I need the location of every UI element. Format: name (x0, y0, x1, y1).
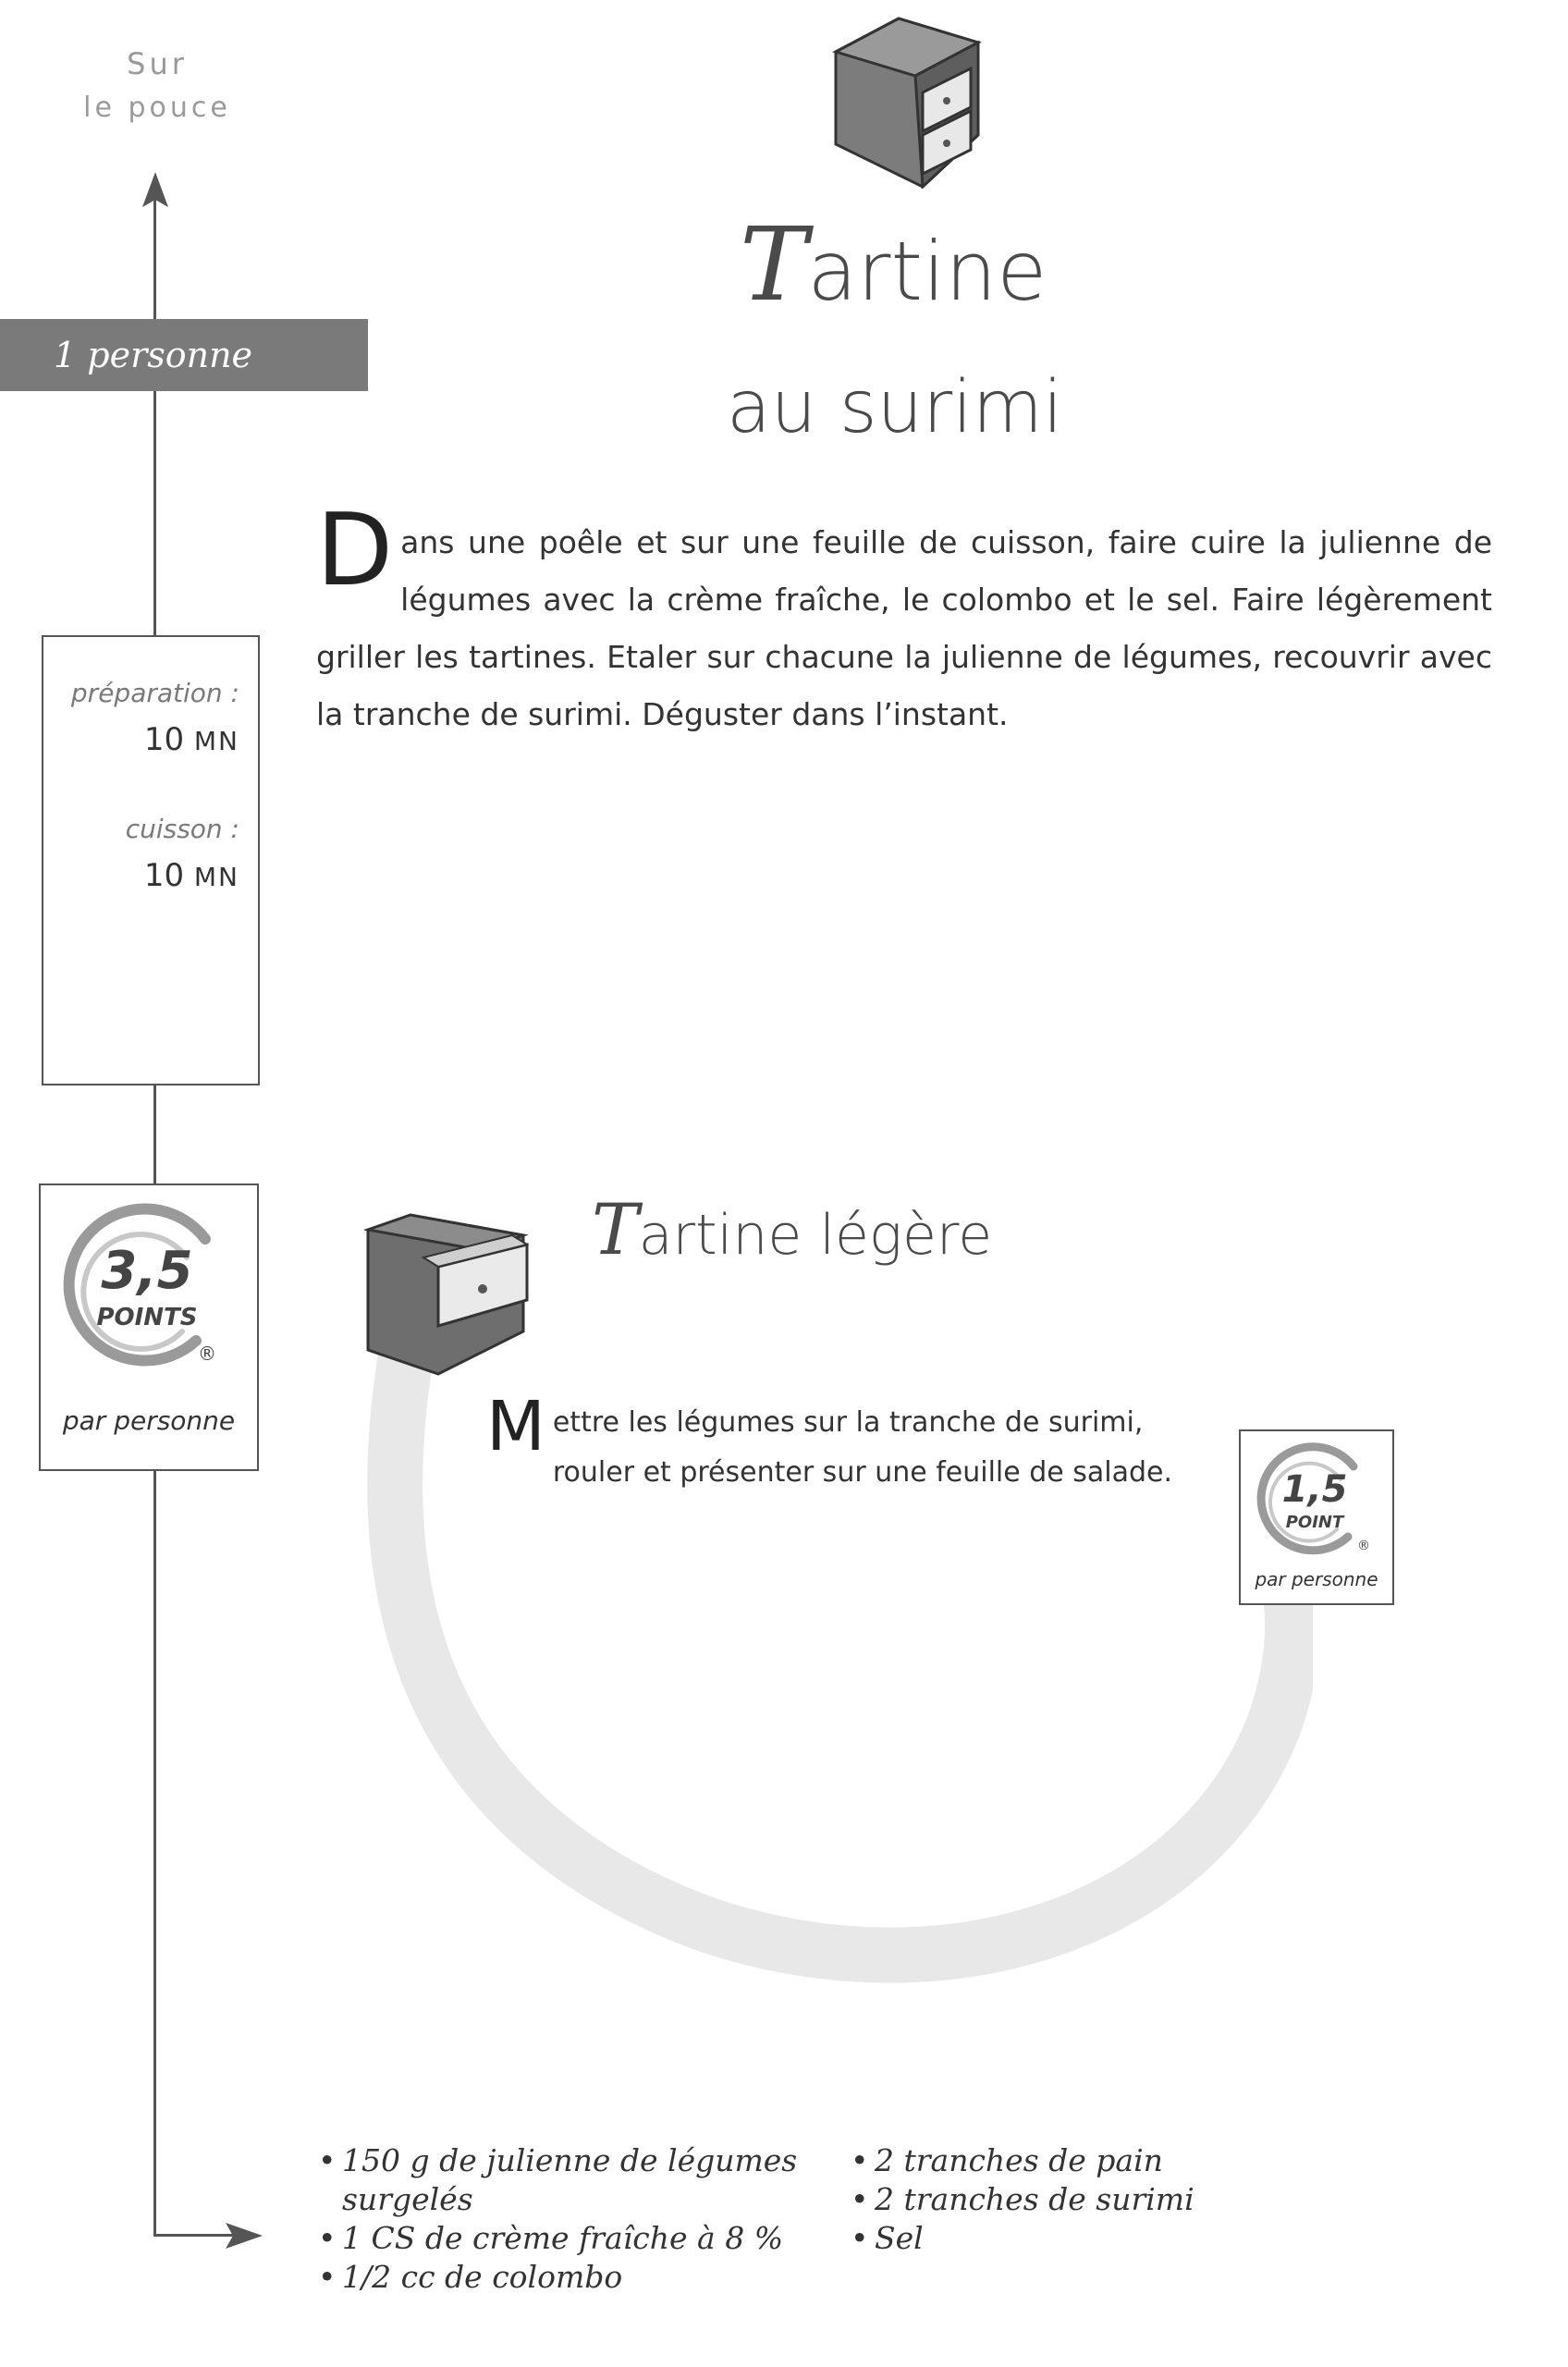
registered-mark: ® (198, 1343, 216, 1365)
cook-value: 10 (143, 857, 185, 894)
cook-unit: MN (193, 862, 239, 892)
prep-unit: MN (193, 726, 239, 756)
servings-band: 1 personne (0, 319, 368, 391)
arrow-right-icon (222, 2221, 263, 2250)
ingredient-item: • 1/2 cc de colombo (318, 2258, 799, 2297)
ingredient-item: • 1 CS de crème fraîche à 8 % (318, 2219, 799, 2258)
variant-title-rest: artine légère (638, 1203, 993, 1268)
variant-text: ettre les légumes sur la tranche de surimi, rouler et présenter sur une feuille de salade. (552, 1406, 1173, 1489)
ingredient-item: • Sel (851, 2219, 1239, 2258)
cook-label: cuisson : (125, 814, 239, 844)
points-word: POINTS (96, 1304, 198, 1331)
variant-registered-mark: ® (1357, 1539, 1370, 1553)
variant-points-value: 1,5 (1281, 1468, 1348, 1511)
variant-dropcap: M (486, 1387, 545, 1466)
ingredient-item: • 2 tranches de pain (851, 2141, 1239, 2180)
section-label-line2: le pouce (83, 92, 231, 124)
ingredients-col1 (318, 2141, 799, 2297)
ingredient-item: • 150 g de julienne de légumes surgelés (318, 2141, 799, 2219)
intro-dropcap: D (316, 493, 394, 608)
variant-title (592, 1188, 993, 1272)
drawer-cabinet-icon (830, 15, 984, 189)
points-per-person: par personne (62, 1405, 236, 1436)
time-box (42, 635, 260, 1085)
recipe-title-rest: artine (807, 224, 1047, 319)
variant-title-initial: T (592, 1188, 639, 1270)
variant-points-per-person: par personne (1255, 1568, 1378, 1590)
ingredients-col2 (851, 2141, 1239, 2258)
arrow-up-icon (140, 172, 171, 209)
ingredient-item: • 2 tranches de surimi (851, 2180, 1239, 2219)
cook-time (43, 857, 239, 894)
points-box (39, 1184, 259, 1471)
prep-label: préparation : (70, 678, 239, 708)
variant-instructions (486, 1387, 1226, 1498)
prep-time (43, 721, 239, 758)
points-value: 3,5 (101, 1241, 193, 1301)
prep-value: 10 (143, 721, 185, 758)
intro-text: ans une poêle et sur une feuille de cuisson, faire cuire la julienne de légumes avec la crème fraîche, le colombo et le sel. Faire légèrement griller les tartines. Etaler sur chacune la julienne de légumes, recouvrir avec la tranche de surimi. Déguster dans l’instant. (316, 524, 1492, 732)
section-label (55, 42, 259, 130)
variant-points-word: POINT (1285, 1513, 1344, 1532)
open-drawer-icon (364, 1211, 549, 1376)
recipe-title (740, 205, 1257, 324)
section-label-line1: Sur (127, 46, 188, 81)
variant-points-box (1239, 1429, 1394, 1605)
recipe-subtitle: au surimi (727, 366, 1063, 449)
recipe-title-initial: T (740, 205, 808, 324)
recipe-instructions (316, 493, 1492, 743)
